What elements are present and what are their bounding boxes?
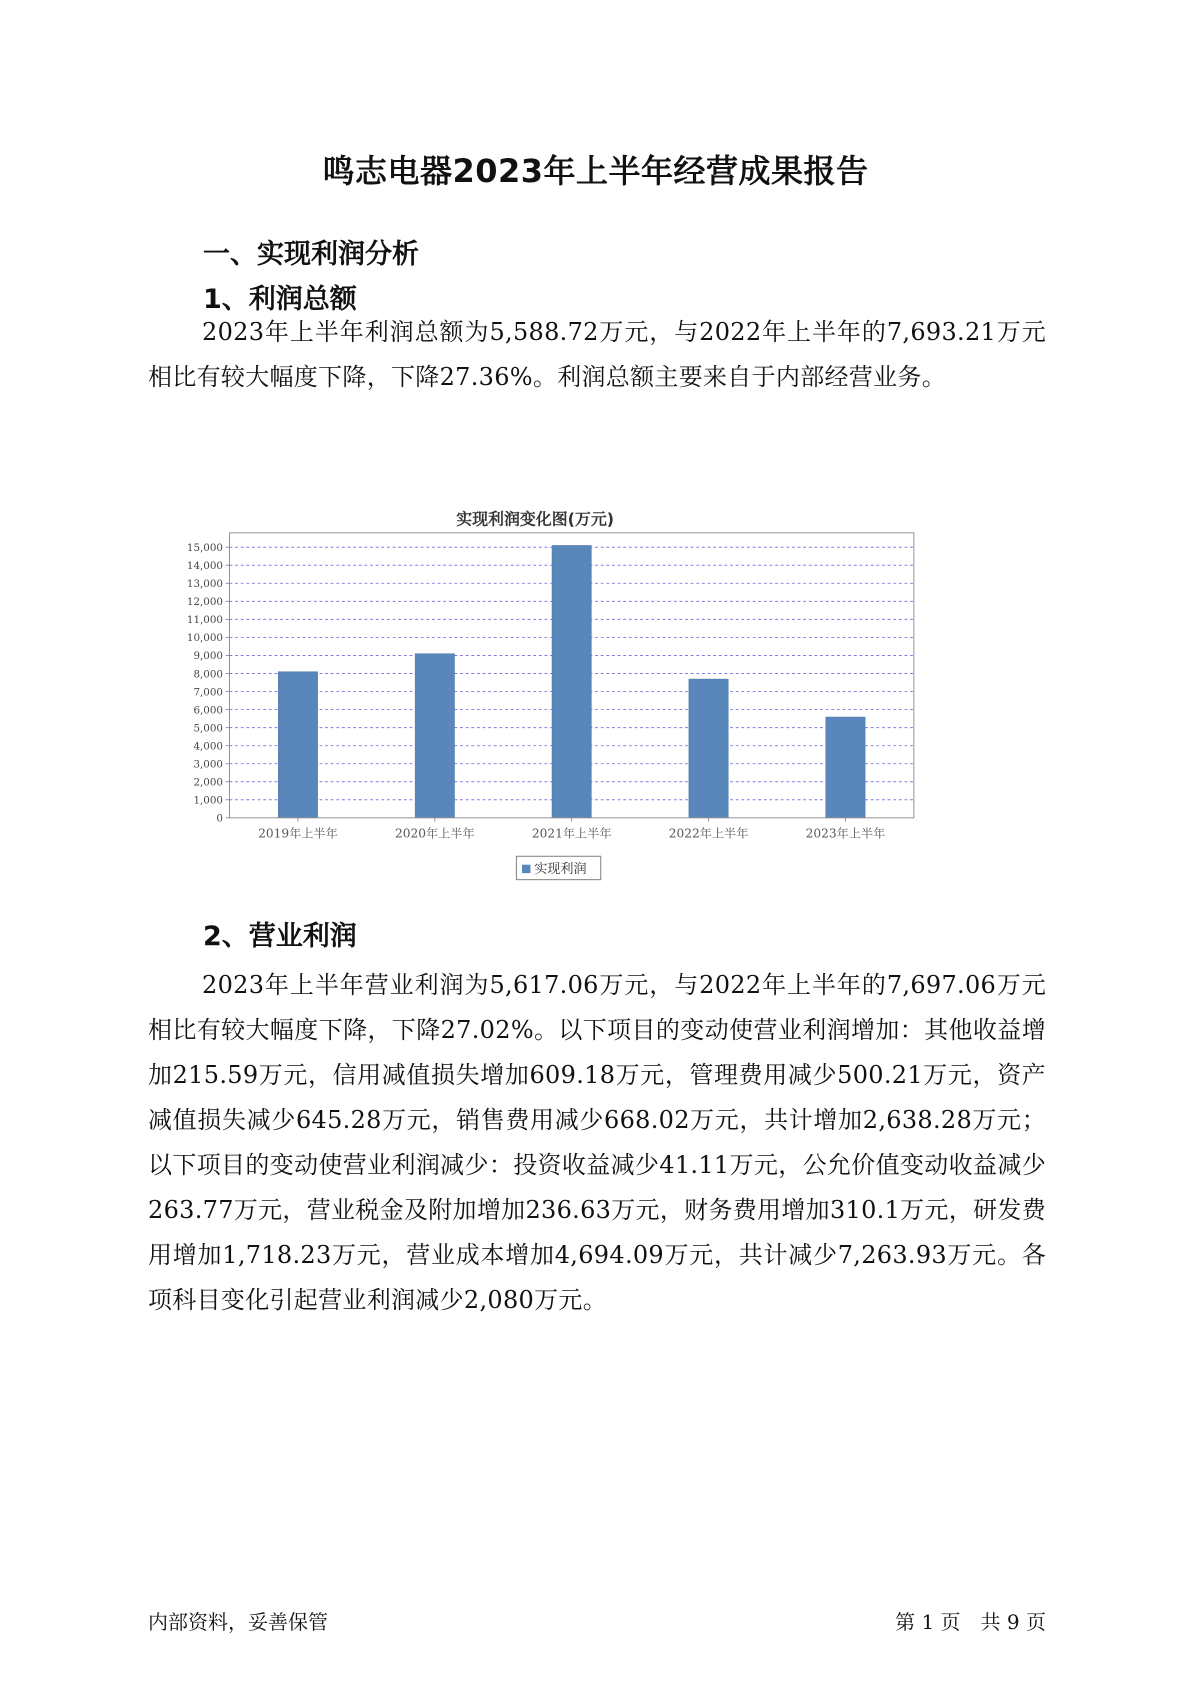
paragraph-operating-profit: 2023年上半年营业利润为5,617.06万元，与2022年上半年的7,697.06万元相比有较大幅度下降，下降27.02%。以下项目的变动使营业利润增加：其他收益增加215.59万元，信用减值损失增加609.18万元，管理费用减少500.21万元，资产减值损失减少645.28万元，销售费用减少668.02万元，共计增加2,638.28万元；以下项目的变动使营业利润减少：投资收益减少41.11万元，公允价值变动收益减少263.77万元，营业税金及附加增加236.63万元，财务费用增加310.1万元，研发费用增加1,718.23万元，营业成本增加4,694.09万元，共计减少7,263.93万元。各项科目变化引起营业利润减少2,080万元。 (148, 971, 1046, 1314)
x-tick-label: 2022年上半年 (668, 826, 749, 841)
y-tick-label: 9,000 (193, 650, 223, 663)
bar-2019年上半年 (278, 672, 317, 818)
y-tick-label: 3,000 (193, 758, 223, 771)
bar-2021年上半年 (552, 545, 591, 817)
legend-swatch (522, 865, 530, 873)
y-tick-label: 6,000 (193, 704, 223, 717)
section-heading-profit-analysis: 一、实现利润分析 (203, 239, 419, 270)
y-tick-label: 13,000 (186, 578, 223, 591)
x-tick-label: 2019年上半年 (258, 826, 338, 841)
chart-legend (516, 856, 600, 879)
subheading-total-profit: 1、利润总额 (203, 284, 357, 315)
profit-bar-chart-svg (148, 500, 1046, 950)
bar-2022年上半年 (689, 679, 728, 818)
chart-y-tick-labels (187, 542, 223, 825)
y-tick-label: 15,000 (186, 541, 223, 554)
chart-x-tick-labels (258, 826, 885, 841)
y-tick-label: 2,000 (193, 776, 223, 789)
subheading-operating-profit: 2、营业利润 (203, 921, 357, 952)
y-tick-label: 12,000 (186, 596, 223, 609)
x-tick-label: 2021年上半年 (531, 826, 612, 841)
y-tick-label: 14,000 (186, 560, 223, 573)
y-tick-label: 0 (216, 812, 223, 825)
y-tick-label: 8,000 (193, 668, 223, 681)
report-title: 鸣志电器2023年上半年经营成果报告 (322, 152, 869, 190)
y-tick-label: 10,000 (186, 632, 223, 645)
x-tick-label: 2023年上半年 (805, 826, 886, 841)
chart-title: 实现利润变化图(万元) (456, 509, 615, 529)
y-tick-label: 5,000 (193, 722, 223, 735)
y-tick-label: 4,000 (193, 740, 223, 753)
legend-label: 实现利润 (534, 862, 587, 878)
paragraph-total-profit: 2023年上半年利润总额为5,588.72万元，与2022年上半年的7,693.21万元相比有较大幅度下降，下降27.36%。利润总额主要来自于内部经营业务。 (148, 318, 1046, 391)
y-tick-label: 1,000 (193, 794, 223, 807)
footer-confidential-note: 内部资料，妥善保管 (148, 1610, 328, 1634)
bar-2023年上半年 (826, 717, 865, 818)
profit-chart (148, 500, 1046, 950)
y-tick-label: 11,000 (186, 614, 223, 627)
footer-page-number: 第 1 页 共 9 页 (895, 1610, 1046, 1634)
y-tick-label: 7,000 (193, 686, 223, 699)
bar-2020年上半年 (415, 654, 454, 818)
x-tick-label: 2020年上半年 (394, 826, 475, 841)
